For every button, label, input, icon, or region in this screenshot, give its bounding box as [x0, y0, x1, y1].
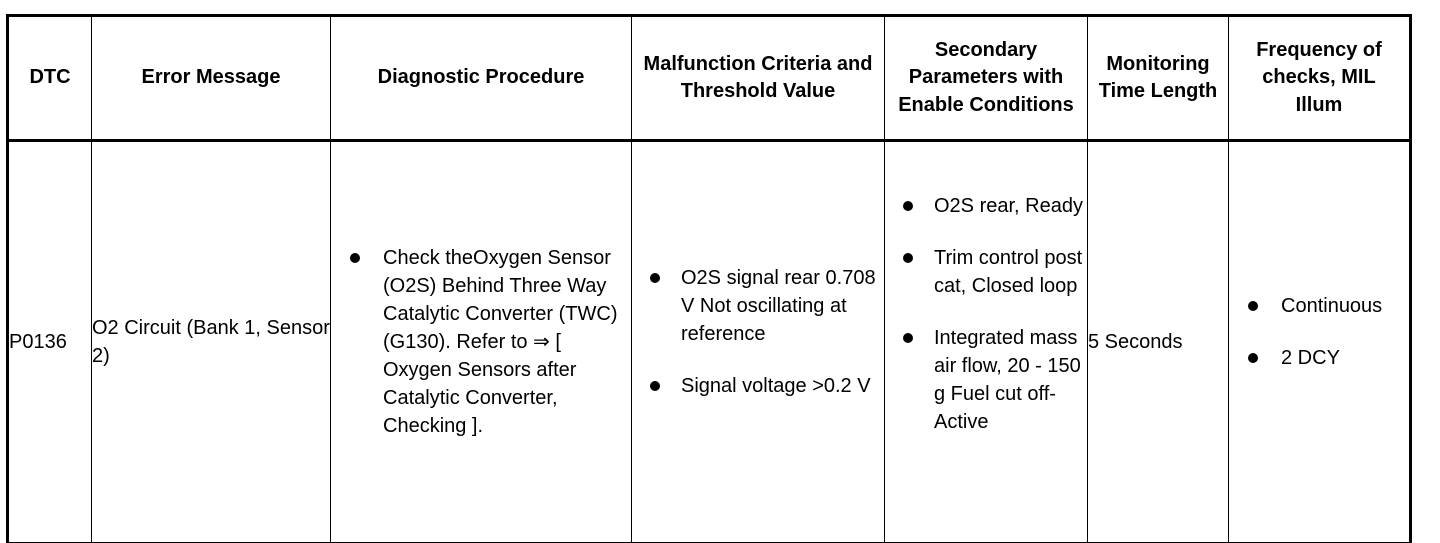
cell-error-message — [92, 141, 331, 543]
secondary-parameter-text: O2S rear, Ready — [934, 195, 1083, 217]
header-frequency: Frequency of checks, MIL Illum — [1229, 16, 1411, 141]
malfunction-criteria-text: O2S signal rear 0.708 V Not oscillating at reference — [681, 267, 876, 345]
header-malfunction-criteria: Malfunction Criteria and Threshold Value — [632, 16, 885, 141]
header-secondary-parameters: Secondary Parameters with Enable Conditions — [885, 16, 1088, 141]
secondary-parameter-text: Trim control post cat, Closed loop — [934, 247, 1083, 297]
malfunction-criteria-list — [632, 264, 884, 400]
bullet-icon — [650, 381, 660, 391]
cell-frequency — [1229, 141, 1411, 543]
header-monitoring-time: Monitoring Time Length — [1088, 16, 1229, 141]
frequency-text: 2 DCY — [1281, 347, 1340, 369]
bullet-icon — [903, 333, 913, 343]
secondary-parameters-list — [885, 192, 1087, 436]
cell-secondary-parameters — [885, 141, 1088, 543]
cell-dtc — [8, 141, 92, 543]
cell-diagnostic-procedure — [331, 141, 632, 543]
dtc-code: P0136 — [9, 331, 67, 353]
list-item — [885, 192, 1087, 220]
dtc-table — [6, 14, 1412, 543]
bullet-icon — [350, 253, 360, 263]
list-item — [632, 264, 884, 348]
cell-malfunction-criteria — [632, 141, 885, 543]
monitoring-time-text: 5 Seconds — [1088, 331, 1183, 353]
header-error-message: Error Message — [92, 16, 331, 141]
bullet-icon — [1248, 353, 1258, 363]
bullet-icon — [650, 273, 660, 283]
list-item — [331, 244, 631, 440]
table-header-row — [8, 16, 1411, 141]
bullet-icon — [903, 253, 913, 263]
frequency-text: Continuous — [1281, 295, 1383, 317]
list-item — [885, 244, 1087, 300]
error-message-text: O2 Circuit (Bank 1, Sensor 2) — [92, 317, 330, 367]
list-item — [885, 324, 1087, 436]
diagnostic-procedure-text: Check theOxygen Sensor (O2S) Behind Three Way Catalytic Converter (TWC) (G130). Refer to ⇒ [ Oxygen Sensors after Catalytic Converter, Checking ]. — [383, 247, 618, 437]
list-item — [1229, 292, 1409, 320]
cell-monitoring-time — [1088, 141, 1229, 543]
table-row — [8, 141, 1411, 543]
list-item — [1229, 344, 1409, 372]
list-item — [632, 372, 884, 400]
bullet-icon — [903, 201, 913, 211]
header-diagnostic-procedure: Diagnostic Procedure — [331, 16, 632, 141]
frequency-list — [1229, 292, 1409, 372]
bullet-icon — [1248, 301, 1258, 311]
header-dtc: DTC — [8, 16, 92, 141]
malfunction-criteria-text: Signal voltage >0.2 V — [681, 375, 871, 397]
secondary-parameter-text: Integrated mass air flow, 20 - 150 g Fuel cut off-Active — [934, 327, 1081, 433]
diagnostic-procedure-list — [331, 244, 631, 440]
